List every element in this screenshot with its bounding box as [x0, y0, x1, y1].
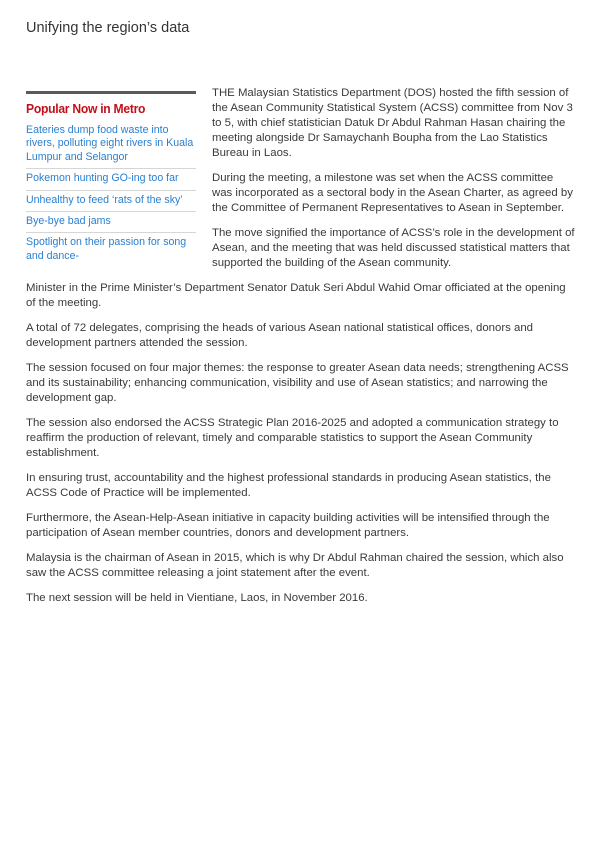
article-paragraph: In ensuring trust, accountability and the highest professional standards in producing Asean statistics, the ACSS Code of Practice will be implemented.	[26, 472, 551, 499]
popular-now-sidebar	[26, 91, 196, 267]
article-paragraph: A total of 72 delegates, comprising the heads of various Asean national statistical offices, donors and development partners attended the session.	[26, 322, 533, 349]
popular-link[interactable]: Eateries dump food waste into rivers, polluting eight rivers in Kuala Lumpur and Selangor	[26, 124, 194, 163]
list-item	[26, 121, 196, 169]
article-paragraph: THE Malaysian Statistics Department (DOS) hosted the fifth session of the Asean Community Statistical System (ACSS) committee from Nov 3 to 5, with chief statistician Datuk Dr Abdul Rahman Hasan chairing the meeting alongside Dr Samaychanh Boupha from the Lao Statistics Bureau in Laos.	[212, 87, 573, 159]
popular-link[interactable]: Unhealthy to feed ‘rats of the sky’	[26, 193, 183, 206]
sidebar-divider	[26, 91, 196, 94]
article-paragraph: Minister in the Prime Minister’s Department Senator Datuk Seri Abdul Wahid Omar officiated at the opening of the meeting.	[26, 282, 566, 309]
article-paragraph: The session also endorsed the ACSS Strategic Plan 2016-2025 and adopted a communication strategy to reaffirm the production of relevant, timely and comparable statistics to support the Asean Community establishment.	[26, 417, 559, 459]
list-item	[26, 169, 196, 190]
page-title: Unifying the region’s data	[26, 20, 190, 36]
article-paragraph: The session focused on four major themes: the response to greater Asean data needs; strengthening ACSS and its sustainability; enhancing communication, visibility and use of Asean statistics; and narrowing the development gap.	[26, 362, 569, 404]
article-paragraph: Malaysia is the chairman of Asean in 2015, which is why Dr Abdul Rahman chaired the session, which also saw the ACSS committee releasing a joint statement after the event.	[26, 552, 564, 579]
article-paragraph: Furthermore, the Asean-Help-Asean initiative in capacity building activities will be intensified through the participation of Asean member countries, donors and development partners.	[26, 512, 550, 539]
popular-link[interactable]: Spotlight on their passion for song and dance-	[26, 236, 187, 262]
list-item	[26, 233, 196, 267]
article-paragraph: During the meeting, a milestone was set when the ACSS committee was incorporated as a sectoral body in the Asean Charter, as agreed by the Committee of Permanent Representatives to Asean in September.	[212, 172, 573, 214]
popular-link[interactable]: Pokemon hunting GO-ing too far	[26, 172, 179, 185]
sidebar-heading: Popular Now in Metro	[26, 101, 146, 116]
article-body	[26, 86, 576, 616]
article-paragraph: The next session will be held in Vientiane, Laos, in November 2016.	[26, 592, 368, 604]
popular-link[interactable]: Bye-bye bad jams	[26, 215, 111, 228]
list-item	[26, 212, 196, 233]
article-paragraph: The move signified the importance of ACSS’s role in the development of Asean, and the meeting that was held discussed statistical matters that supported the building of the Asean community.	[212, 227, 575, 269]
popular-list	[26, 121, 196, 267]
list-item	[26, 191, 196, 212]
